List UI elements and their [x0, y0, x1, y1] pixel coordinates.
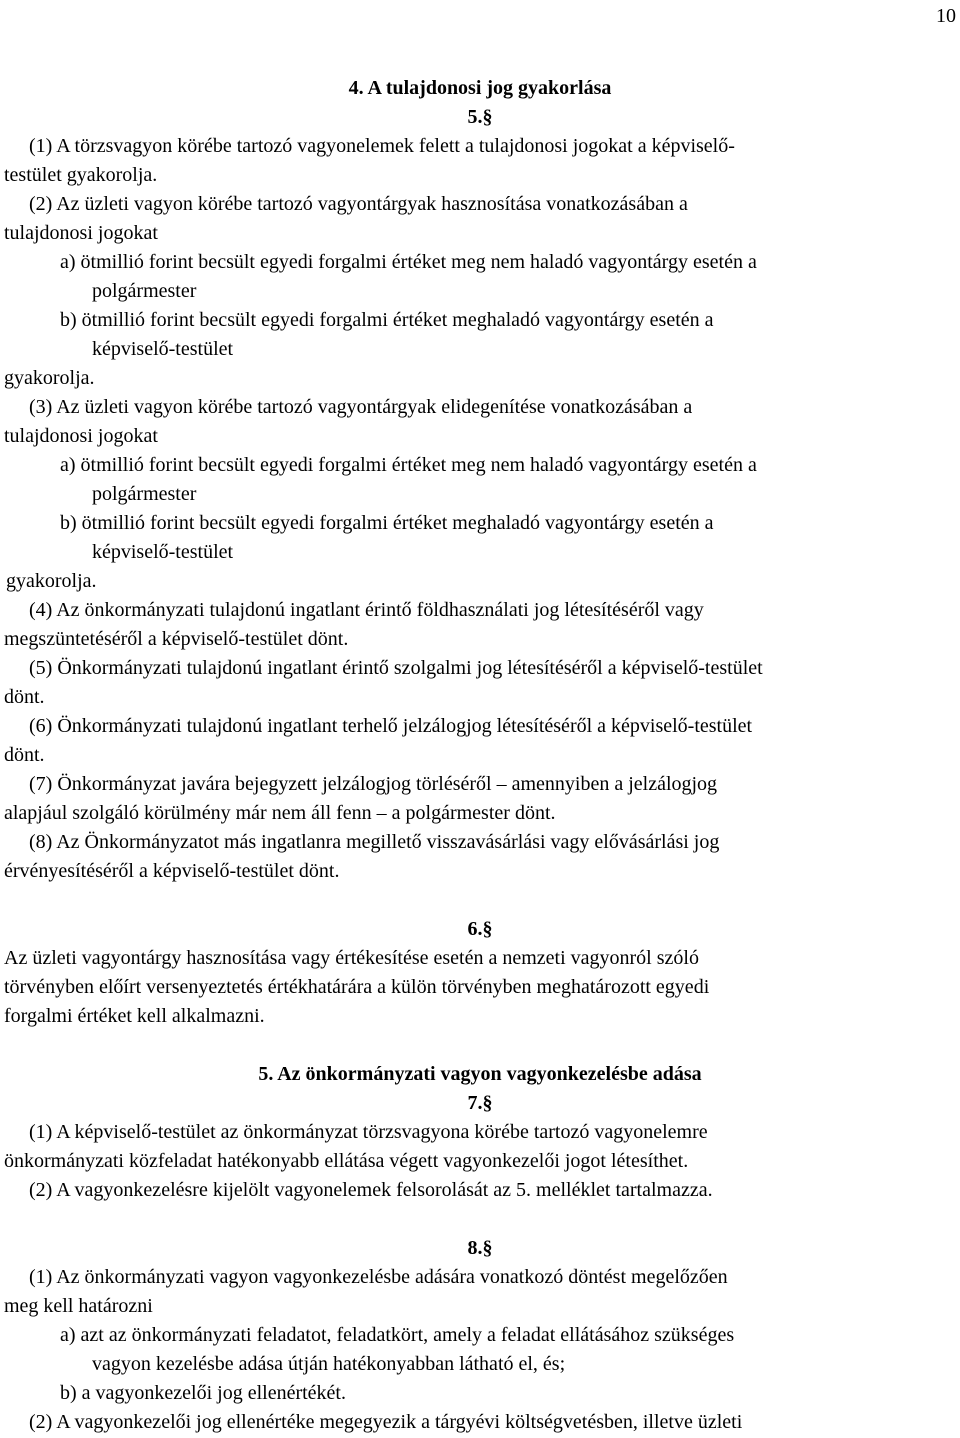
paragraph-text: tulajdonosi jogokat	[4, 425, 158, 447]
paragraph-text: önkormányzati közfeladat hatékonyabb ellátása végett vagyonkezelői jogot létesíthet.	[4, 1150, 689, 1172]
spacer	[4, 1205, 956, 1234]
paragraph-text: (1) A képviselő-testület az önkormányzat törzsvagyona körébe tartozó vagyonelemre	[29, 1121, 708, 1143]
spacer	[4, 1031, 956, 1060]
list-item: a) ötmillió forint becsült egyedi forgalmi értéket meg nem haladó vagyontárgy esetén a	[60, 454, 757, 476]
paragraph-text: (2) A vagyonkezelői jog ellenértéke megegyezik a tárgyévi költségvetésben, illetve üzleti	[29, 1411, 743, 1433]
paragraph-text: dönt.	[4, 686, 45, 708]
paragraph-text: dönt.	[4, 744, 45, 766]
paragraph-text: (4) Az önkormányzati tulajdonú ingatlant érintő földhasználati jog létesítéséről vagy	[29, 599, 704, 621]
paragraph-text: érvényesítéséről a képviselő-testület dönt.	[4, 860, 340, 882]
paragraph-text: (1) Az önkormányzati vagyon vagyonkezelésbe adására vonatkozó döntést megelőzően	[29, 1266, 728, 1288]
list-item: b) ötmillió forint becsült egyedi forgalmi értéket meghaladó vagyontárgy esetén a	[60, 512, 714, 534]
list-item: b) ötmillió forint becsült egyedi forgalmi értéket meghaladó vagyontárgy esetén a	[60, 309, 714, 331]
list-item: a) azt az önkormányzati feladatot, feladatkört, amely a feladat ellátásához szükséges	[60, 1324, 735, 1346]
spacer	[4, 886, 956, 915]
list-item: vagyon kezelésbe adása útján hatékonyabban látható el, és;	[92, 1353, 566, 1375]
paragraph-text: tulajdonosi jogokat	[4, 222, 158, 244]
paragraph-heading: 6.§	[467, 918, 493, 940]
section-heading: 5. Az önkormányzati vagyon vagyonkezelésbe adása	[258, 1063, 702, 1085]
paragraph-text: alapjául szolgáló körülmény már nem áll fenn – a polgármester dönt.	[4, 802, 556, 824]
paragraph-heading: 5.§	[467, 106, 493, 128]
list-item: polgármester	[92, 280, 197, 302]
paragraph-text: (5) Önkormányzati tulajdonú ingatlant érintő szolgalmi jog létesítéséről a képviselő-testület	[29, 657, 763, 679]
paragraph-text: (2) A vagyonkezelésre kijelölt vagyonelemek felsorolását az 5. melléklet tartalmazza.	[29, 1179, 713, 1201]
paragraph-heading: 8.§	[467, 1237, 493, 1259]
paragraph-text: meg kell határozni	[4, 1295, 153, 1317]
paragraph-text: (1) A törzsvagyon körébe tartozó vagyonelemek felett a tulajdonosi jogokat a képviselő-	[29, 135, 735, 157]
list-item: polgármester	[92, 483, 197, 505]
paragraph-text: (8) Az Önkormányzatot más ingatlanra megillető visszavásárlási vagy elővásárlási jog	[29, 831, 720, 853]
list-item: a) ötmillió forint becsült egyedi forgalmi értéket meg nem haladó vagyontárgy esetén a	[60, 251, 757, 273]
page-number: 10	[936, 5, 956, 27]
paragraph-text: (7) Önkormányzat javára bejegyzett jelzálogjog törléséről – amennyiben a jelzálogjog	[29, 773, 718, 795]
list-item: képviselő-testület	[92, 541, 234, 563]
paragraph-text: gyakorolja.	[4, 367, 95, 389]
paragraph-text: (6) Önkormányzati tulajdonú ingatlant terhelő jelzálogjog létesítéséről a képviselő-testület	[29, 715, 753, 737]
document-body	[4, 74, 956, 1437]
paragraph-text: törvényben előírt versenyeztetés értékhatárára a külön törvényben meghatározott egyedi	[4, 976, 710, 998]
paragraph-text: testület gyakorolja.	[4, 164, 158, 186]
paragraph-text: gyakorolja.	[6, 570, 97, 592]
paragraph-text: Az üzleti vagyontárgy hasznosítása vagy értékesítése esetén a nemzeti vagyonról szóló	[4, 947, 699, 969]
paragraph-text: forgalmi értéket kell alkalmazni.	[4, 1005, 265, 1027]
paragraph-text: (2) Az üzleti vagyon körébe tartozó vagyontárgyak hasznosítása vonatkozásában a	[29, 193, 688, 215]
section-heading: 4. A tulajdonosi jog gyakorlása	[348, 77, 612, 99]
paragraph-text: (3) Az üzleti vagyon körébe tartozó vagyontárgyak elidegenítése vonatkozásában a	[29, 396, 693, 418]
list-item: képviselő-testület	[92, 338, 234, 360]
paragraph-heading: 7.§	[467, 1092, 493, 1114]
list-item: b) a vagyonkezelői jog ellenértékét.	[60, 1382, 346, 1404]
paragraph-text: megszüntetéséről a képviselő-testület dönt.	[4, 628, 349, 650]
